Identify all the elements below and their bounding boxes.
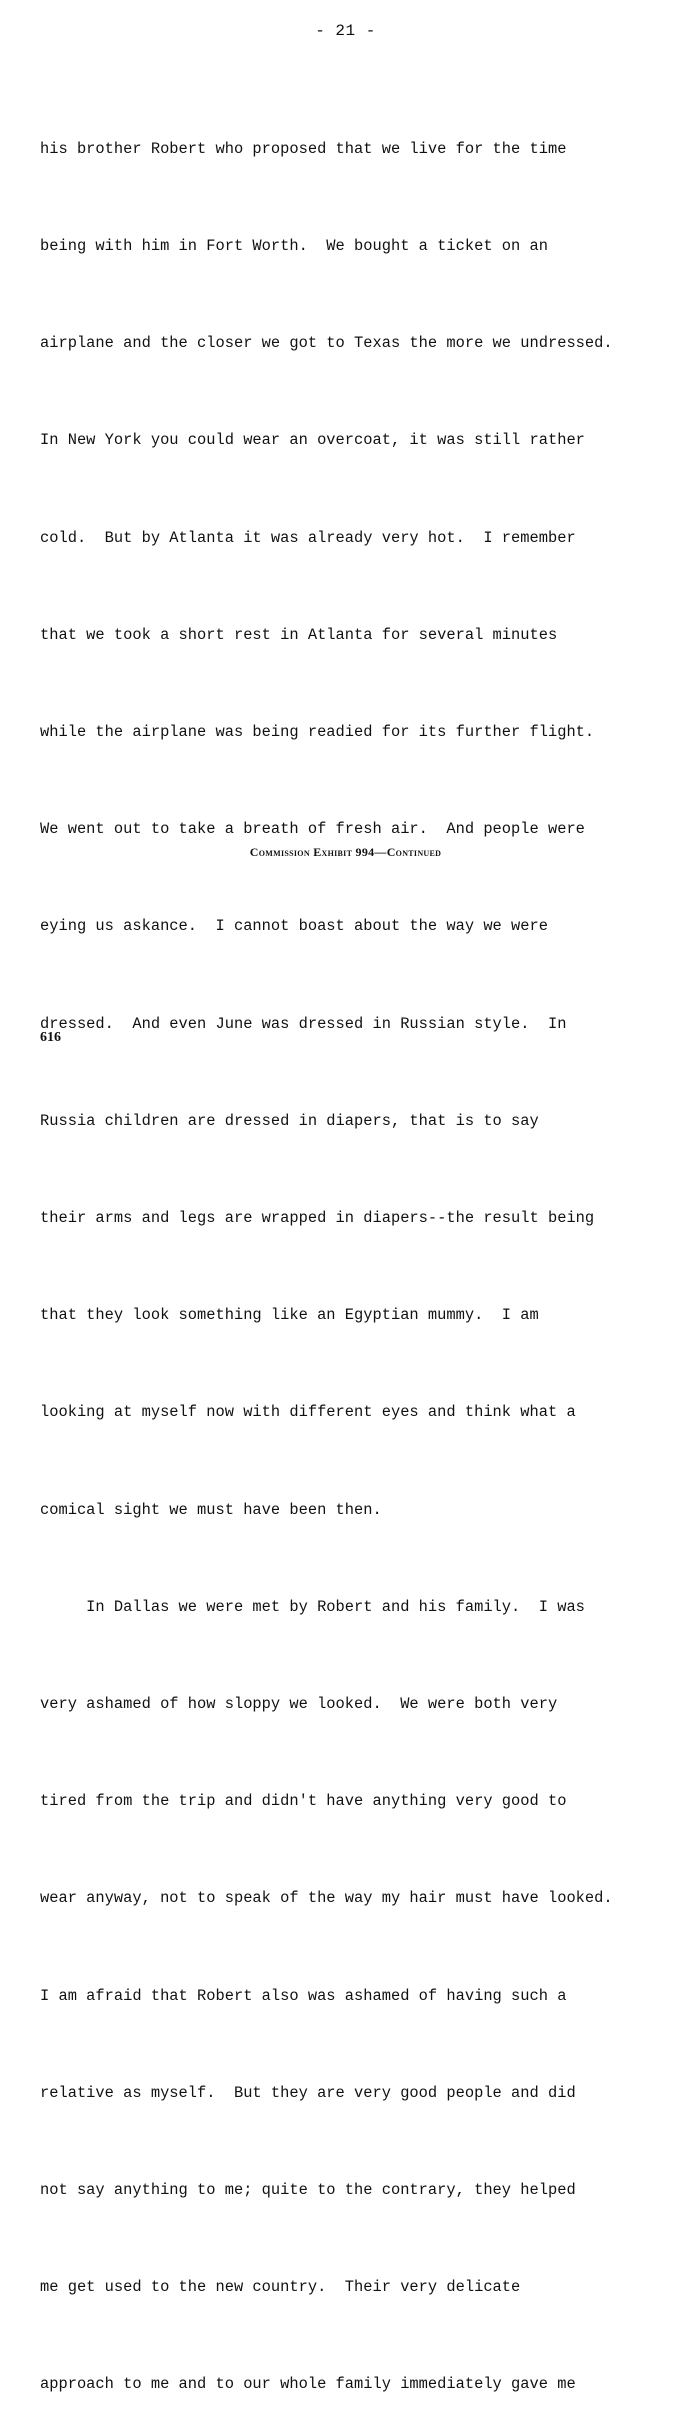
text-line: approach to me and to our whole family immediately gave me <box>40 2375 576 2394</box>
text-line: being with him in Fort Worth. We bought a ticket on an <box>40 237 548 256</box>
text-line: wear anyway, not to speak of the way my hair must have looked. <box>40 1889 613 1908</box>
text-line: In New York you could wear an overcoat, it was still rather <box>40 431 585 450</box>
document-body <box>40 68 680 2433</box>
page-folio: 616 <box>40 1030 61 1045</box>
text-line: that we took a short rest in Atlanta for several minutes <box>40 625 558 644</box>
text-line: very ashamed of how sloppy we looked. We were both very <box>40 1695 558 1714</box>
text-line: looking at myself now with different eyes and think what a <box>40 1403 576 1422</box>
text-line: cold. But by Atlanta it was already very hot. I remember <box>40 528 576 547</box>
text-line: eying us askance. I cannot boast about the way we were <box>40 917 548 936</box>
text-line: their arms and legs are wrapped in diapers--the result being <box>40 1209 595 1228</box>
text-line: We went out to take a breath of fresh air. And people were <box>40 820 585 839</box>
text-line: Russia children are dressed in diapers, that is to say <box>40 1111 539 1130</box>
text-line: his brother Robert who proposed that we live for the time <box>40 139 567 158</box>
text-line: me get used to the new country. Their very delicate <box>40 2278 521 2297</box>
text-line: tired from the trip and didn't have anything very good to <box>40 1792 567 1811</box>
text-line: not say anything to me; quite to the contrary, they helped <box>40 2181 576 2200</box>
text-line: I am afraid that Robert also was ashamed of having such a <box>40 1986 567 2005</box>
text-line: that they look something like an Egyptian mummy. I am <box>40 1306 539 1325</box>
text-line: comical sight we must have been then. <box>40 1500 382 1519</box>
page-marker: - 21 - <box>315 22 376 40</box>
text-line: In Dallas we were met by Robert and his family. I was <box>40 1597 585 1616</box>
text-line: dressed. And even June was dressed in Russian style. In <box>40 1014 567 1033</box>
text-line: relative as myself. But they are very good people and did <box>40 2083 576 2102</box>
exhibit-caption: Commission Exhibit 994—Continued <box>249 845 442 859</box>
text-line: airplane and the closer we got to Texas the more we undressed. <box>40 334 613 353</box>
text-line: while the airplane was being readied for its further flight. <box>40 723 595 742</box>
